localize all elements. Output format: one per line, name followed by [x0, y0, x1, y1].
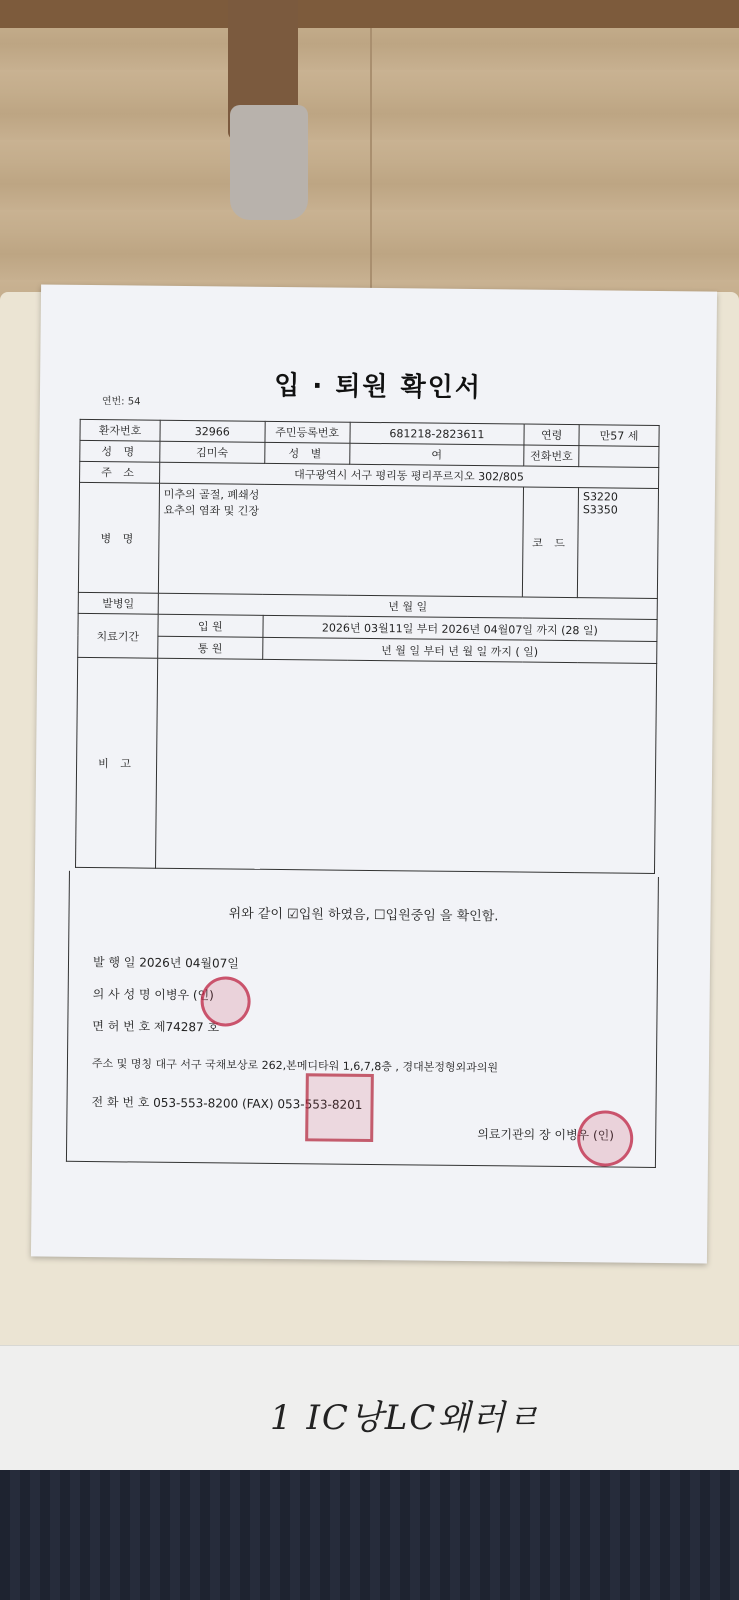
age-label: 연령 [524, 424, 579, 446]
patient-address: 대구광역시 서구 평리동 평리푸르지오 302/805 [159, 462, 658, 488]
leg-sock [230, 105, 308, 220]
code-label: 코 드 [523, 487, 579, 598]
rrn-label: 주민등록번호 [265, 421, 350, 443]
floor-seam [370, 0, 372, 300]
inpatient-label: 입 원 [158, 614, 263, 637]
name-label: 성 명 [80, 440, 160, 462]
remarks-label: 비 고 [76, 657, 158, 868]
disease-cell [158, 483, 523, 597]
address-label: 주 소 [80, 461, 160, 483]
institution-seal-stamp [305, 1073, 374, 1142]
patient-name: 김미숙 [160, 441, 265, 463]
doctor-seal-stamp [200, 976, 251, 1027]
patient-no-label: 환자번호 [80, 419, 160, 441]
patient-phone [579, 446, 659, 468]
disease-label: 병 명 [78, 482, 159, 593]
remarks-cell [155, 658, 656, 873]
phone-fax: 전 화 번 호 053-553-8200 (FAX) 053-553-8201 [91, 1095, 363, 1112]
patient-info-table [75, 419, 660, 874]
onset-date: 년 월 일 [158, 593, 657, 619]
sex-label: 성 별 [264, 442, 349, 464]
patient-no: 32966 [160, 420, 265, 442]
outpatient-label: 통 원 [158, 636, 263, 659]
outpatient-period: 년 월 일 부터 년 월 일 까지 ( 일) [262, 637, 657, 663]
institution-head: 의료기관의 장 이병우 (인) [477, 1127, 615, 1143]
code-1: S3220 [582, 490, 619, 504]
age: 만57 세 [579, 425, 659, 447]
treatment-label: 치료기간 [78, 613, 158, 658]
desk-edge [0, 0, 739, 28]
onset-label: 발병일 [78, 592, 158, 614]
doctor-name: 의 사 성 명 이병우 (인) [92, 987, 214, 1003]
certificate-paper [31, 284, 717, 1263]
head-seal-stamp [577, 1110, 634, 1167]
confirmation-text: 위와 같이 ☑입원 하였음, ☐입원중임 을 확인함. [228, 906, 499, 925]
fabric-background [0, 1470, 739, 1600]
rrn: 681218-2823611 [349, 422, 524, 445]
code-2: S3350 [582, 503, 618, 517]
inpatient-period: 2026년 03월11일 부터 2026년 04월07일 까지 (28 일) [263, 615, 658, 641]
phone-label: 전화번호 [524, 445, 579, 467]
issue-date: 발 행 일 2026년 04월07일 [92, 955, 239, 971]
handwritten-note: 1 IC낭LC왜러ㄹ [270, 1398, 542, 1438]
patient-sex: 여 [349, 443, 524, 466]
code-cell [577, 488, 658, 599]
institution-address: 주소 및 명칭 대구 서구 국채보상로 262,본메디타워 1,6,7,8층 , 경대본정형외과의원 [91, 1057, 499, 1075]
certification-box [66, 871, 659, 1168]
disease-line-1: 미추의 골절, 폐쇄성 [163, 487, 260, 502]
serial-number: 연번: 54 [101, 396, 141, 408]
document-title: 입 · 퇴원 확인서 [274, 370, 483, 404]
disease-line-2: 요추의 염좌 및 긴장 [163, 503, 260, 518]
license-number: 면 허 번 호 제74287 호 [92, 1019, 220, 1035]
